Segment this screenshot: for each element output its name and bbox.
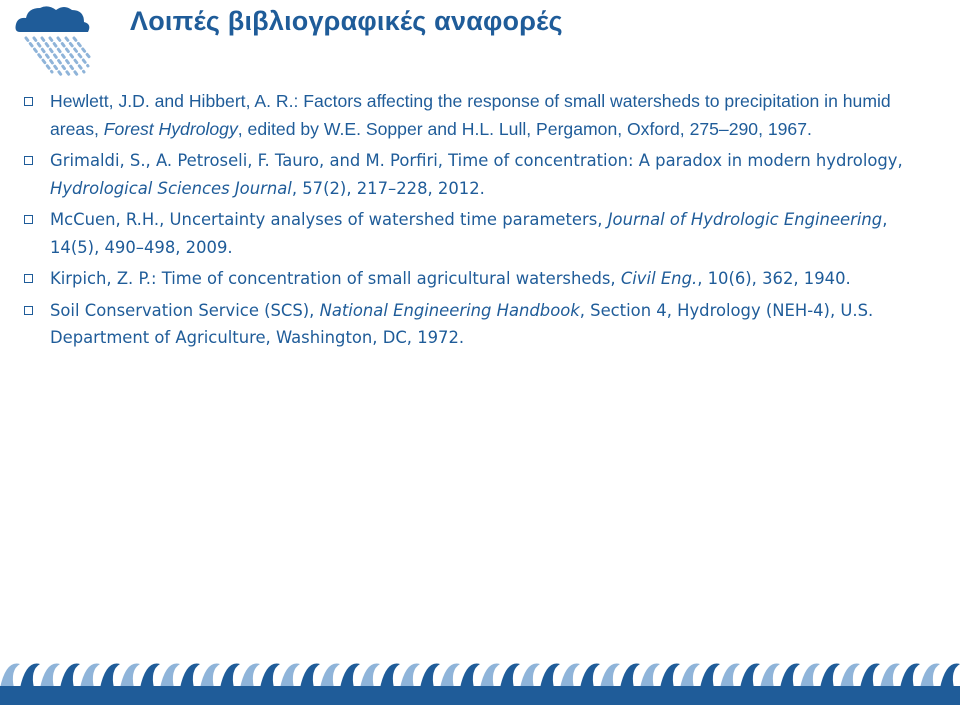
wave-crest — [900, 664, 920, 689]
reference-item — [20, 206, 940, 261]
wave-crest — [700, 664, 720, 689]
reference-text: Soil Conservation Service (SCS), — [50, 300, 320, 320]
reference-list — [20, 88, 940, 356]
wave-crest — [680, 664, 700, 689]
wave-crest — [240, 664, 260, 689]
wave-crest — [380, 664, 400, 689]
reference-item — [20, 88, 940, 143]
wave-crest — [60, 664, 80, 689]
wave-crest — [180, 664, 200, 689]
wave-crest — [280, 664, 300, 689]
wave-crest — [520, 664, 540, 689]
reference-text: McCuen, R.H., Uncertainty analyses of watershed time parameters, — [50, 210, 608, 229]
reference-source: Civil Eng. — [620, 269, 698, 288]
square-bullet-icon — [24, 156, 33, 165]
reference-text: , 57(2), 217–228, 2012. — [291, 178, 485, 198]
wave-crest — [20, 664, 40, 689]
wave-crest — [780, 664, 800, 689]
reference-source: Forest Hydrology — [103, 118, 238, 139]
wave-crest — [760, 664, 780, 689]
square-bullet-icon — [24, 215, 33, 224]
wave-crest — [940, 664, 960, 689]
reference-item — [20, 265, 940, 293]
reference-text: Hewlett, J.D. and Hibbert, A. R.: Factors affecting the response of small watersheds to precipitation in humid areas, — [50, 91, 891, 139]
wave-crest — [620, 664, 640, 689]
reference-source: Journal of Hydrologic Engineering — [607, 210, 883, 229]
wave-crest — [580, 664, 600, 689]
wave-crest — [840, 664, 860, 689]
wave-border — [0, 650, 960, 705]
wave-crest — [540, 664, 560, 689]
square-bullet-icon — [24, 97, 33, 106]
square-bullet-icon — [24, 306, 33, 315]
wave-band — [0, 686, 960, 705]
wave-crest — [0, 664, 20, 689]
wave-crest — [340, 664, 360, 689]
wave-crest — [320, 664, 340, 689]
wave-crest — [860, 664, 880, 689]
wave-crest — [820, 664, 840, 689]
wave-crest — [800, 664, 820, 689]
wave-crest — [120, 664, 140, 689]
wave-crest — [200, 664, 220, 689]
wave-crest — [440, 664, 460, 689]
rain-cloud-icon — [12, 2, 98, 82]
wave-crest — [600, 664, 620, 689]
wave-crest — [920, 664, 940, 689]
wave-crest — [160, 664, 180, 689]
reference-text: , Section 4, Hydrology (NEH-4), U.S. Department of Agriculture, Washington, DC, 1972. — [50, 300, 874, 347]
wave-crest — [420, 664, 440, 689]
reference-text: Grimaldi, S., A. Petroseli, F. Tauro, and M. Porfiri, Time of concentration: A paradox in modern hydrology, — [50, 151, 903, 170]
wave-crest — [400, 664, 420, 689]
square-bullet-icon — [24, 274, 33, 283]
wave-crest — [740, 664, 760, 689]
reference-text: , 14(5), 490–498, 2009. — [50, 210, 888, 257]
wave-crest — [80, 664, 100, 689]
reference-item — [20, 297, 940, 352]
wave-crest — [140, 664, 160, 689]
reference-source: National Engineering Handbook — [319, 300, 580, 320]
reference-text: , edited by W.E. Sopper and H.L. Lull, Pergamon, Oxford, 275–290, 1967. — [237, 118, 812, 139]
wave-crest — [560, 664, 580, 689]
wave-crest — [720, 664, 740, 689]
wave-crest — [300, 664, 320, 689]
reference-item — [20, 147, 940, 202]
wave-crest — [640, 664, 660, 689]
wave-crest — [220, 664, 240, 689]
page-title: Λοιπές βιβλιογραφικές αναφορές — [130, 6, 563, 36]
reference-source: Hydrological Sciences Journal — [50, 178, 292, 198]
wave-crest — [260, 664, 280, 689]
wave-crest — [880, 664, 900, 689]
wave-crest — [460, 664, 480, 689]
wave-crest — [360, 664, 380, 689]
wave-crest — [660, 664, 680, 689]
wave-crest — [500, 664, 520, 689]
reference-text: Kirpich, Z. P.: Time of concentration of small agricultural watersheds, — [50, 269, 621, 288]
wave-crest — [40, 664, 60, 689]
wave-crest — [480, 664, 500, 689]
reference-text: , 10(6), 362, 1940. — [697, 269, 851, 288]
wave-crest — [100, 664, 120, 689]
